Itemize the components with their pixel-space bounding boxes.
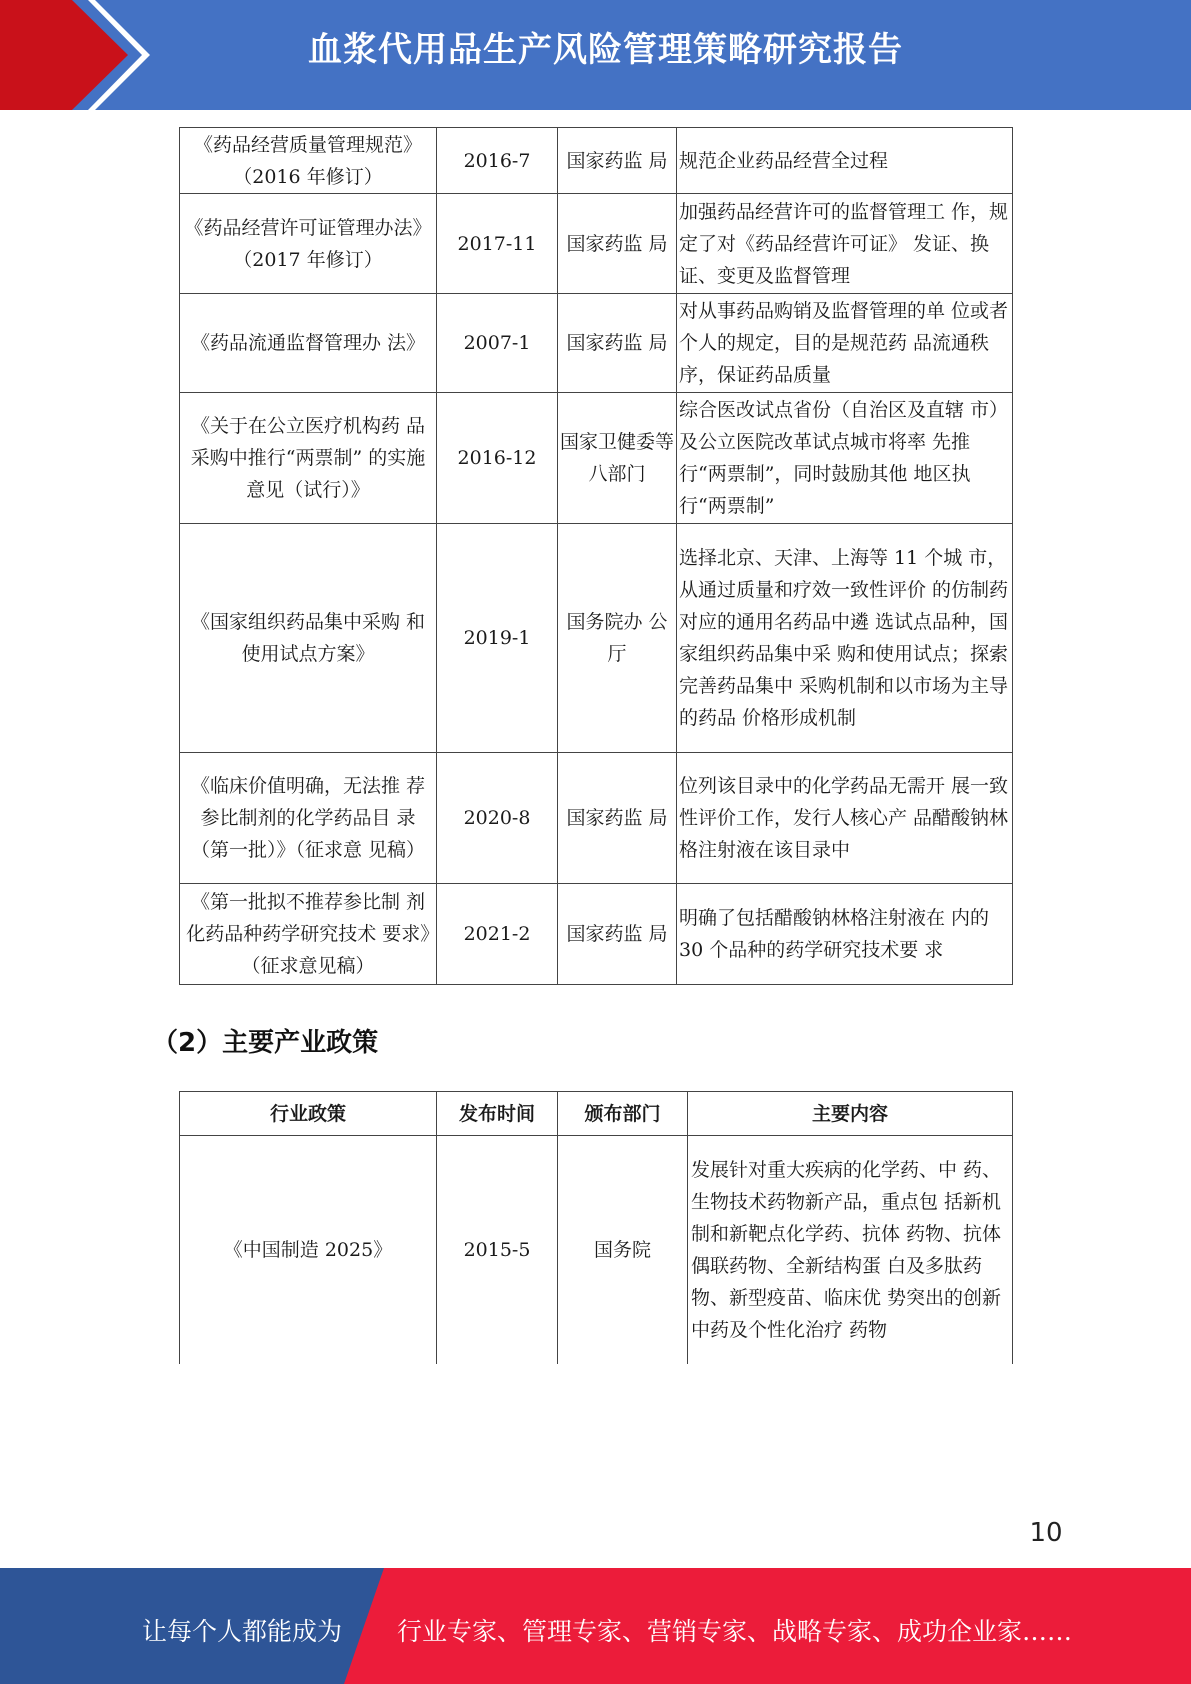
department-cell: 国家药监 局 (558, 294, 677, 393)
page-header (0, 0, 1191, 110)
department-cell: 国家卫健委等八部门 (558, 393, 677, 524)
section-heading: （2）主要产业政策 (152, 1028, 379, 1058)
policy-name-cell: 《国家组织药品集中采购 和使用试点方案》 (180, 524, 437, 753)
page-footer (0, 1568, 1191, 1684)
table-row (180, 884, 1013, 985)
content-cell: 选择北京、天津、上海等 11 个城 市，从通过质量和疗效一致性评价 的仿制药对应的通用名药品中遴 选试点品种，国家组织药品集中采 购和使用试点；探索完善药品集中 采购机制和以市场为主导的药品 价格形成机制 (677, 524, 1013, 753)
table-row (180, 1136, 1013, 1364)
department-cell: 国家药监 局 (558, 753, 677, 884)
policy-name-cell: 《药品经营许可证管理办法》（2017 年修订） (180, 194, 437, 294)
publish-date-cell: 2015-5 (437, 1136, 558, 1364)
content-cell: 对从事药品购销及监督管理的单 位或者个人的规定，目的是规范药 品流通秩序，保证药品质量 (677, 294, 1013, 393)
content-cell: 位列该目录中的化学药品无需开 展一致性评价工作，发行人核心产 品醋酸钠林格注射液在该目录中 (677, 753, 1013, 884)
policy-name-cell: 《临床价值明确，无法推 荐参比制剂的化学药品目 录（第一批）》（征求意 见稿） (180, 753, 437, 884)
content-cell: 加强药品经营许可的监督管理工 作，规定了对《药品经营许可证》 发证、换证、变更及监督管理 (677, 194, 1013, 294)
department-cell: 国务院办 公厅 (558, 524, 677, 753)
policy-name-cell: 《中国制造 2025》 (180, 1136, 437, 1364)
publish-date-cell: 2021-2 (437, 884, 558, 985)
table-row (180, 753, 1013, 884)
publish-date-cell: 2017-11 (437, 194, 558, 294)
content-cell: 综合医改试点省份（自治区及直辖 市）及公立医院改革试点城市将率 先推行“两票制”，同时鼓励其他 地区执行“两票制” (677, 393, 1013, 524)
publish-date-cell: 2016-12 (437, 393, 558, 524)
department-cell: 国家药监 局 (558, 884, 677, 985)
publish-date-cell: 2020-8 (437, 753, 558, 884)
policy-name-cell: 《药品流通监督管理办 法》 (180, 294, 437, 393)
content-cell: 发展针对重大疾病的化学药、中 药、生物技术药物新产品，重点包 括新机制和新靶点化学药、抗体 药物、抗体偶联药物、全新结构蛋 白及多肽药物、新型疫苗、临床优 势突出的创新中药及个性化治疗 药物 (688, 1136, 1013, 1364)
column-header: 主要内容 (688, 1092, 1013, 1136)
policy-name-cell: 《关于在公立医疗机构药 品采购中推行“两票制” 的实施意见（试行）》 (180, 393, 437, 524)
table-row (180, 393, 1013, 524)
footer-slogan-left: 让每个人都能成为 (142, 1617, 343, 1646)
content-cell: 明确了包括醋酸钠林格注射液在 内的 30 个品种的药学研究技术要 求 (677, 884, 1013, 985)
publish-date-cell: 2016-7 (437, 128, 558, 194)
column-header: 行业政策 (180, 1092, 437, 1136)
page-number: 10 (1029, 1518, 1063, 1548)
table-row (180, 524, 1013, 753)
report-title: 血浆代用品生产风险管理策略研究报告 (308, 30, 903, 70)
publish-date-cell: 2019-1 (437, 524, 558, 753)
table-row (180, 128, 1013, 194)
department-cell: 国家药监 局 (558, 194, 677, 294)
department-cell: 国务院 (558, 1136, 688, 1364)
content-cell: 规范企业药品经营全过程 (677, 128, 1013, 194)
column-header: 发布时间 (437, 1092, 558, 1136)
policy-name-cell: 《第一批拟不推荐参比制 剂化药品种药学研究技术 要求》（征求意见稿） (180, 884, 437, 985)
policy-name-cell: 《药品经营质量管理规范》（2016 年修订） (180, 128, 437, 194)
footer-slogan-right: 行业专家、管理专家、营销专家、战略专家、成功企业家…… (397, 1617, 1073, 1646)
industry-policy-table (179, 1091, 1013, 1364)
publish-date-cell: 2007-1 (437, 294, 558, 393)
column-header: 颁布部门 (558, 1092, 688, 1136)
regulations-table (179, 127, 1013, 985)
table-row (180, 294, 1013, 393)
table-header-row (180, 1092, 1013, 1136)
department-cell: 国家药监 局 (558, 128, 677, 194)
table-row (180, 194, 1013, 294)
